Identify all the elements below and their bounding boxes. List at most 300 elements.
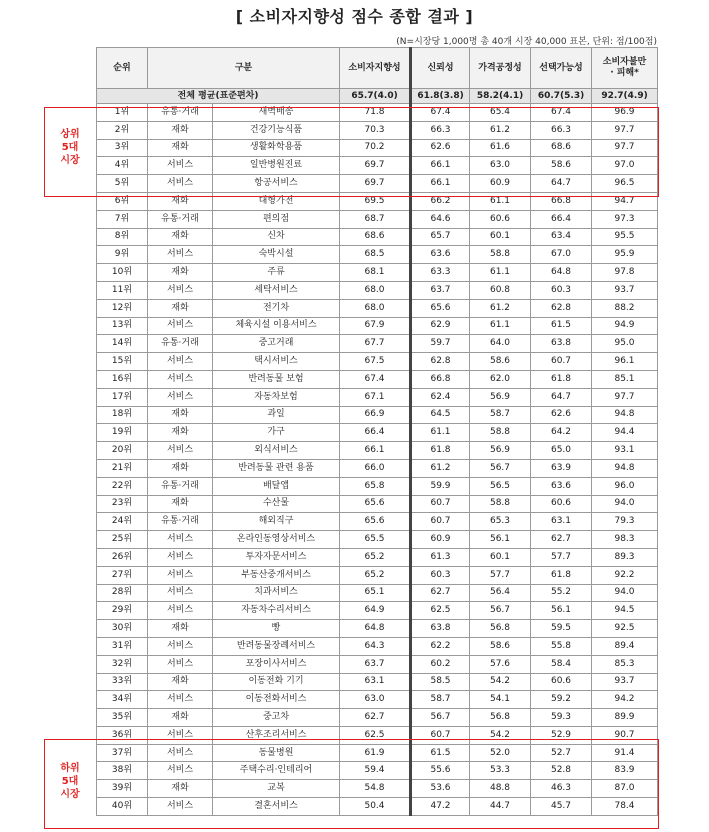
choice-cell: 63.9 bbox=[531, 459, 592, 477]
price-cell: 58.6 bbox=[470, 353, 531, 371]
complaint-cell: 97.3 bbox=[592, 210, 658, 228]
rank-cell: 37위 bbox=[97, 744, 148, 762]
complaint-cell: 97.0 bbox=[592, 157, 658, 175]
header-complaint bbox=[592, 48, 658, 89]
consumer-cell: 63.0 bbox=[340, 691, 411, 709]
choice-cell: 65.0 bbox=[531, 442, 592, 460]
type-cell: 서비스 bbox=[148, 691, 213, 709]
consumer-cell: 59.4 bbox=[340, 762, 411, 780]
rank-cell: 8위 bbox=[97, 228, 148, 246]
complaint-cell: 91.4 bbox=[592, 744, 658, 762]
market-cell: 외식서비스 bbox=[213, 442, 340, 460]
complaint-cell: 93.1 bbox=[592, 442, 658, 460]
consumer-cell: 65.5 bbox=[340, 531, 411, 549]
trust-cell: 64.6 bbox=[411, 210, 470, 228]
rank-cell: 6위 bbox=[97, 192, 148, 210]
market-cell: 온라인동영상서비스 bbox=[213, 531, 340, 549]
market-cell: 생활화학용품 bbox=[213, 139, 340, 157]
top5-label bbox=[50, 128, 90, 167]
market-cell: 부동산중개서비스 bbox=[213, 566, 340, 584]
header-consumer-orientation: 소비자지향성 bbox=[340, 48, 411, 89]
market-cell: 편의점 bbox=[213, 210, 340, 228]
rank-cell: 17위 bbox=[97, 388, 148, 406]
price-cell: 56.8 bbox=[470, 709, 531, 727]
complaint-cell: 79.3 bbox=[592, 513, 658, 531]
market-cell: 주류 bbox=[213, 264, 340, 282]
trust-cell: 60.7 bbox=[411, 495, 470, 513]
average-choice: 60.7(5.3) bbox=[531, 89, 592, 104]
price-cell: 63.0 bbox=[470, 157, 531, 175]
complaint-cell: 93.7 bbox=[592, 281, 658, 299]
price-cell: 58.8 bbox=[470, 246, 531, 264]
choice-cell: 66.4 bbox=[531, 210, 592, 228]
page-title: [ 소비자지향성 점수 종합 결과 ] bbox=[235, 7, 474, 26]
price-cell: 44.7 bbox=[470, 798, 531, 816]
table-row bbox=[97, 228, 658, 246]
table-row bbox=[97, 299, 658, 317]
rank-cell: 2위 bbox=[97, 121, 148, 139]
consumer-cell: 65.2 bbox=[340, 566, 411, 584]
type-cell: 서비스 bbox=[148, 726, 213, 744]
table-row bbox=[97, 264, 658, 282]
market-cell: 숙박시설 bbox=[213, 246, 340, 264]
type-cell: 서비스 bbox=[148, 175, 213, 193]
average-trust: 61.8(3.8) bbox=[411, 89, 470, 104]
top5-label-line: 5대 bbox=[61, 142, 79, 153]
type-cell: 재화 bbox=[148, 424, 213, 442]
price-cell: 60.1 bbox=[470, 228, 531, 246]
choice-cell: 63.4 bbox=[531, 228, 592, 246]
consumer-cell: 65.8 bbox=[340, 477, 411, 495]
type-cell: 서비스 bbox=[148, 246, 213, 264]
market-cell: 중고차 bbox=[213, 709, 340, 727]
rank-cell: 39위 bbox=[97, 780, 148, 798]
complaint-cell: 97.7 bbox=[592, 139, 658, 157]
choice-cell: 67.4 bbox=[531, 104, 592, 122]
complaint-cell: 96.1 bbox=[592, 353, 658, 371]
complaint-cell: 94.0 bbox=[592, 584, 658, 602]
top5-label-line: 상위 bbox=[60, 129, 80, 140]
table-row bbox=[97, 210, 658, 228]
rank-cell: 30위 bbox=[97, 620, 148, 638]
price-cell: 52.0 bbox=[470, 744, 531, 762]
complaint-cell: 95.5 bbox=[592, 228, 658, 246]
consumer-cell: 69.7 bbox=[340, 175, 411, 193]
trust-cell: 62.4 bbox=[411, 388, 470, 406]
trust-cell: 63.8 bbox=[411, 620, 470, 638]
table-row bbox=[97, 370, 658, 388]
complaint-cell: 94.8 bbox=[592, 406, 658, 424]
rank-cell: 29위 bbox=[97, 602, 148, 620]
choice-cell: 58.6 bbox=[531, 157, 592, 175]
type-cell: 서비스 bbox=[148, 655, 213, 673]
consumer-cell: 70.3 bbox=[340, 121, 411, 139]
type-cell: 서비스 bbox=[148, 388, 213, 406]
complaint-cell: 88.2 bbox=[592, 299, 658, 317]
market-cell: 일반병원진료 bbox=[213, 157, 340, 175]
rank-cell: 36위 bbox=[97, 726, 148, 744]
consumer-cell: 65.6 bbox=[340, 513, 411, 531]
choice-cell: 55.2 bbox=[531, 584, 592, 602]
price-cell: 56.5 bbox=[470, 477, 531, 495]
complaint-cell: 89.3 bbox=[592, 548, 658, 566]
complaint-cell: 94.0 bbox=[592, 495, 658, 513]
price-cell: 58.7 bbox=[470, 406, 531, 424]
type-cell: 서비스 bbox=[148, 584, 213, 602]
price-cell: 60.6 bbox=[470, 210, 531, 228]
type-cell: 재화 bbox=[148, 264, 213, 282]
type-cell: 서비스 bbox=[148, 602, 213, 620]
price-cell: 56.8 bbox=[470, 620, 531, 638]
choice-cell: 66.8 bbox=[531, 192, 592, 210]
complaint-cell: 94.5 bbox=[592, 602, 658, 620]
choice-cell: 58.4 bbox=[531, 655, 592, 673]
complaint-cell: 93.7 bbox=[592, 673, 658, 691]
price-cell: 53.3 bbox=[470, 762, 531, 780]
price-cell: 61.1 bbox=[470, 192, 531, 210]
price-cell: 61.2 bbox=[470, 121, 531, 139]
consumer-cell: 66.4 bbox=[340, 424, 411, 442]
consumer-cell: 67.9 bbox=[340, 317, 411, 335]
type-cell: 서비스 bbox=[148, 370, 213, 388]
choice-cell: 46.3 bbox=[531, 780, 592, 798]
choice-cell: 45.7 bbox=[531, 798, 592, 816]
rank-cell: 31위 bbox=[97, 637, 148, 655]
table-row bbox=[97, 548, 658, 566]
rank-cell: 25위 bbox=[97, 531, 148, 549]
market-cell: 가구 bbox=[213, 424, 340, 442]
price-cell: 56.4 bbox=[470, 584, 531, 602]
rank-cell: 1위 bbox=[97, 104, 148, 122]
top5-highlight-box bbox=[44, 107, 659, 197]
top5-label-line: 시장 bbox=[60, 155, 80, 166]
price-cell: 56.1 bbox=[470, 531, 531, 549]
complaint-cell: 83.9 bbox=[592, 762, 658, 780]
consumer-cell: 62.5 bbox=[340, 726, 411, 744]
market-cell: 반려동물 관련 용품 bbox=[213, 459, 340, 477]
bottom5-highlight-box bbox=[44, 739, 659, 829]
type-cell: 재화 bbox=[148, 780, 213, 798]
market-cell: 배달앱 bbox=[213, 477, 340, 495]
trust-cell: 58.5 bbox=[411, 673, 470, 691]
choice-cell: 63.8 bbox=[531, 335, 592, 353]
rank-cell: 38위 bbox=[97, 762, 148, 780]
table-row bbox=[97, 459, 658, 477]
price-cell: 54.1 bbox=[470, 691, 531, 709]
table-row bbox=[97, 353, 658, 371]
rank-cell: 9위 bbox=[97, 246, 148, 264]
price-cell: 57.6 bbox=[470, 655, 531, 673]
trust-cell: 60.7 bbox=[411, 513, 470, 531]
trust-cell: 65.6 bbox=[411, 299, 470, 317]
type-cell: 유통·거래 bbox=[148, 335, 213, 353]
market-cell: 세탁서비스 bbox=[213, 281, 340, 299]
market-cell: 과일 bbox=[213, 406, 340, 424]
choice-cell: 68.6 bbox=[531, 139, 592, 157]
choice-cell: 60.3 bbox=[531, 281, 592, 299]
type-cell: 서비스 bbox=[148, 762, 213, 780]
consumer-cell: 68.0 bbox=[340, 299, 411, 317]
table-row bbox=[97, 673, 658, 691]
table-row bbox=[97, 495, 658, 513]
rank-cell: 3위 bbox=[97, 139, 148, 157]
bottom5-label-line: 하위 bbox=[60, 763, 80, 774]
table-row bbox=[97, 246, 658, 264]
complaint-cell: 94.9 bbox=[592, 317, 658, 335]
rank-cell: 26위 bbox=[97, 548, 148, 566]
price-cell: 48.8 bbox=[470, 780, 531, 798]
type-cell: 서비스 bbox=[148, 798, 213, 816]
choice-cell: 61.8 bbox=[531, 370, 592, 388]
rank-cell: 23위 bbox=[97, 495, 148, 513]
complaint-cell: 85.1 bbox=[592, 370, 658, 388]
consumer-cell: 54.8 bbox=[340, 780, 411, 798]
complaint-cell: 98.3 bbox=[592, 531, 658, 549]
trust-cell: 61.1 bbox=[411, 424, 470, 442]
consumer-cell: 71.8 bbox=[340, 104, 411, 122]
consumer-cell: 66.9 bbox=[340, 406, 411, 424]
type-cell: 서비스 bbox=[148, 281, 213, 299]
bottom5-label-line: 5대 bbox=[61, 776, 79, 787]
choice-cell: 52.9 bbox=[531, 726, 592, 744]
type-cell: 유통·거래 bbox=[148, 513, 213, 531]
type-cell: 서비스 bbox=[148, 353, 213, 371]
choice-cell: 64.8 bbox=[531, 264, 592, 282]
rank-cell: 13위 bbox=[97, 317, 148, 335]
complaint-cell: 96.5 bbox=[592, 175, 658, 193]
market-cell: 항공서비스 bbox=[213, 175, 340, 193]
trust-cell: 63.3 bbox=[411, 264, 470, 282]
choice-cell: 56.1 bbox=[531, 602, 592, 620]
header-complaint-line2: · 피해* bbox=[610, 68, 639, 78]
table-row bbox=[97, 335, 658, 353]
rank-cell: 19위 bbox=[97, 424, 148, 442]
consumer-cell: 65.2 bbox=[340, 548, 411, 566]
market-cell: 교복 bbox=[213, 780, 340, 798]
table-row bbox=[97, 620, 658, 638]
type-cell: 재화 bbox=[148, 495, 213, 513]
table-row bbox=[97, 388, 658, 406]
table-row bbox=[97, 531, 658, 549]
consumer-cell: 68.7 bbox=[340, 210, 411, 228]
consumer-cell: 68.1 bbox=[340, 264, 411, 282]
rank-cell: 14위 bbox=[97, 335, 148, 353]
table-row bbox=[97, 655, 658, 673]
market-cell: 동물병원 bbox=[213, 744, 340, 762]
table-row bbox=[97, 513, 658, 531]
market-cell: 결혼서비스 bbox=[213, 798, 340, 816]
market-cell: 자동차보험 bbox=[213, 388, 340, 406]
price-cell: 60.8 bbox=[470, 281, 531, 299]
rank-cell: 33위 bbox=[97, 673, 148, 691]
price-cell: 65.3 bbox=[470, 513, 531, 531]
trust-cell: 59.9 bbox=[411, 477, 470, 495]
trust-cell: 55.6 bbox=[411, 762, 470, 780]
table-row bbox=[97, 406, 658, 424]
choice-cell: 62.6 bbox=[531, 406, 592, 424]
consumer-cell: 62.7 bbox=[340, 709, 411, 727]
trust-cell: 62.8 bbox=[411, 353, 470, 371]
choice-cell: 63.1 bbox=[531, 513, 592, 531]
complaint-cell: 95.9 bbox=[592, 246, 658, 264]
rank-cell: 20위 bbox=[97, 442, 148, 460]
trust-cell: 66.2 bbox=[411, 192, 470, 210]
type-cell: 서비스 bbox=[148, 531, 213, 549]
rank-cell: 34위 bbox=[97, 691, 148, 709]
type-cell: 재화 bbox=[148, 192, 213, 210]
consumer-cell: 50.4 bbox=[340, 798, 411, 816]
consumer-cell: 69.7 bbox=[340, 157, 411, 175]
price-cell: 56.7 bbox=[470, 602, 531, 620]
type-cell: 유통·거래 bbox=[148, 104, 213, 122]
rank-cell: 5위 bbox=[97, 175, 148, 193]
market-cell: 신차 bbox=[213, 228, 340, 246]
type-cell: 서비스 bbox=[148, 637, 213, 655]
table-row bbox=[97, 442, 658, 460]
market-cell: 치과서비스 bbox=[213, 584, 340, 602]
table-row bbox=[97, 691, 658, 709]
complaint-cell: 96.0 bbox=[592, 477, 658, 495]
choice-cell: 64.7 bbox=[531, 175, 592, 193]
rank-cell: 28위 bbox=[97, 584, 148, 602]
market-cell: 주택수리·인테리어 bbox=[213, 762, 340, 780]
rank-cell: 27위 bbox=[97, 566, 148, 584]
price-cell: 58.8 bbox=[470, 424, 531, 442]
complaint-cell: 97.7 bbox=[592, 388, 658, 406]
market-cell: 해외직구 bbox=[213, 513, 340, 531]
choice-cell: 59.2 bbox=[531, 691, 592, 709]
type-cell: 재화 bbox=[148, 299, 213, 317]
rank-cell: 12위 bbox=[97, 299, 148, 317]
market-cell: 수산물 bbox=[213, 495, 340, 513]
trust-cell: 62.7 bbox=[411, 584, 470, 602]
consumer-cell: 67.7 bbox=[340, 335, 411, 353]
trust-cell: 56.7 bbox=[411, 709, 470, 727]
price-cell: 64.0 bbox=[470, 335, 531, 353]
market-cell: 이동전화 기기 bbox=[213, 673, 340, 691]
consumer-cell: 68.6 bbox=[340, 228, 411, 246]
price-cell: 56.7 bbox=[470, 459, 531, 477]
trust-cell: 60.9 bbox=[411, 531, 470, 549]
complaint-cell: 96.9 bbox=[592, 104, 658, 122]
type-cell: 유통·거래 bbox=[148, 477, 213, 495]
market-cell: 전기차 bbox=[213, 299, 340, 317]
choice-cell: 64.7 bbox=[531, 388, 592, 406]
rank-cell: 11위 bbox=[97, 281, 148, 299]
trust-cell: 60.3 bbox=[411, 566, 470, 584]
choice-cell: 60.7 bbox=[531, 353, 592, 371]
rank-cell: 7위 bbox=[97, 210, 148, 228]
type-cell: 재화 bbox=[148, 139, 213, 157]
consumer-cell: 67.4 bbox=[340, 370, 411, 388]
consumer-cell: 69.5 bbox=[340, 192, 411, 210]
choice-cell: 63.6 bbox=[531, 477, 592, 495]
type-cell: 서비스 bbox=[148, 566, 213, 584]
type-cell: 재화 bbox=[148, 673, 213, 691]
complaint-cell: 89.4 bbox=[592, 637, 658, 655]
trust-cell: 66.3 bbox=[411, 121, 470, 139]
trust-cell: 61.3 bbox=[411, 548, 470, 566]
market-cell: 투자자문서비스 bbox=[213, 548, 340, 566]
price-cell: 56.9 bbox=[470, 388, 531, 406]
trust-cell: 62.9 bbox=[411, 317, 470, 335]
rank-cell: 15위 bbox=[97, 353, 148, 371]
price-cell: 61.1 bbox=[470, 264, 531, 282]
trust-cell: 58.7 bbox=[411, 691, 470, 709]
trust-cell: 62.2 bbox=[411, 637, 470, 655]
complaint-cell: 94.7 bbox=[592, 192, 658, 210]
trust-cell: 61.2 bbox=[411, 459, 470, 477]
complaint-cell: 92.2 bbox=[592, 566, 658, 584]
trust-cell: 61.5 bbox=[411, 744, 470, 762]
choice-cell: 64.2 bbox=[531, 424, 592, 442]
choice-cell: 60.6 bbox=[531, 495, 592, 513]
choice-cell: 62.7 bbox=[531, 531, 592, 549]
price-cell: 57.7 bbox=[470, 566, 531, 584]
consumer-cell: 65.1 bbox=[340, 584, 411, 602]
type-cell: 유통·거래 bbox=[148, 210, 213, 228]
rank-cell: 32위 bbox=[97, 655, 148, 673]
trust-cell: 59.7 bbox=[411, 335, 470, 353]
complaint-cell: 97.8 bbox=[592, 264, 658, 282]
trust-cell: 47.2 bbox=[411, 798, 470, 816]
market-cell: 택시서비스 bbox=[213, 353, 340, 371]
rank-cell: 21위 bbox=[97, 459, 148, 477]
consumer-cell: 63.1 bbox=[340, 673, 411, 691]
consumer-cell: 68.0 bbox=[340, 281, 411, 299]
table-row bbox=[97, 584, 658, 602]
rank-cell: 4위 bbox=[97, 157, 148, 175]
type-cell: 서비스 bbox=[148, 157, 213, 175]
trust-cell: 65.7 bbox=[411, 228, 470, 246]
rank-cell: 18위 bbox=[97, 406, 148, 424]
consumer-cell: 63.7 bbox=[340, 655, 411, 673]
market-cell: 이동전화서비스 bbox=[213, 691, 340, 709]
choice-cell: 59.5 bbox=[531, 620, 592, 638]
price-cell: 54.2 bbox=[470, 726, 531, 744]
choice-cell: 62.8 bbox=[531, 299, 592, 317]
rank-cell: 24위 bbox=[97, 513, 148, 531]
choice-cell: 55.8 bbox=[531, 637, 592, 655]
type-cell: 재화 bbox=[148, 459, 213, 477]
rank-cell: 10위 bbox=[97, 264, 148, 282]
trust-cell: 60.7 bbox=[411, 726, 470, 744]
complaint-cell: 92.5 bbox=[592, 620, 658, 638]
type-cell: 서비스 bbox=[148, 744, 213, 762]
table-row bbox=[97, 709, 658, 727]
market-cell: 반려동물 보험 bbox=[213, 370, 340, 388]
average-price: 58.2(4.1) bbox=[470, 89, 531, 104]
type-cell: 서비스 bbox=[148, 548, 213, 566]
market-cell: 대형가전 bbox=[213, 192, 340, 210]
trust-cell: 66.1 bbox=[411, 157, 470, 175]
trust-cell: 66.1 bbox=[411, 175, 470, 193]
consumer-cell: 66.0 bbox=[340, 459, 411, 477]
bottom5-label-line: 시장 bbox=[60, 789, 80, 800]
consumer-cell: 64.9 bbox=[340, 602, 411, 620]
type-cell: 서비스 bbox=[148, 442, 213, 460]
choice-cell: 52.8 bbox=[531, 762, 592, 780]
header-category: 구분 bbox=[148, 48, 340, 89]
complaint-cell: 87.0 bbox=[592, 780, 658, 798]
table-row bbox=[97, 602, 658, 620]
header-row bbox=[97, 48, 658, 89]
price-cell: 54.2 bbox=[470, 673, 531, 691]
average-label: 전체 평균(표준편차) bbox=[97, 89, 340, 104]
trust-cell: 62.5 bbox=[411, 602, 470, 620]
header-price-fairness: 가격공정성 bbox=[470, 48, 531, 89]
consumer-cell: 61.9 bbox=[340, 744, 411, 762]
